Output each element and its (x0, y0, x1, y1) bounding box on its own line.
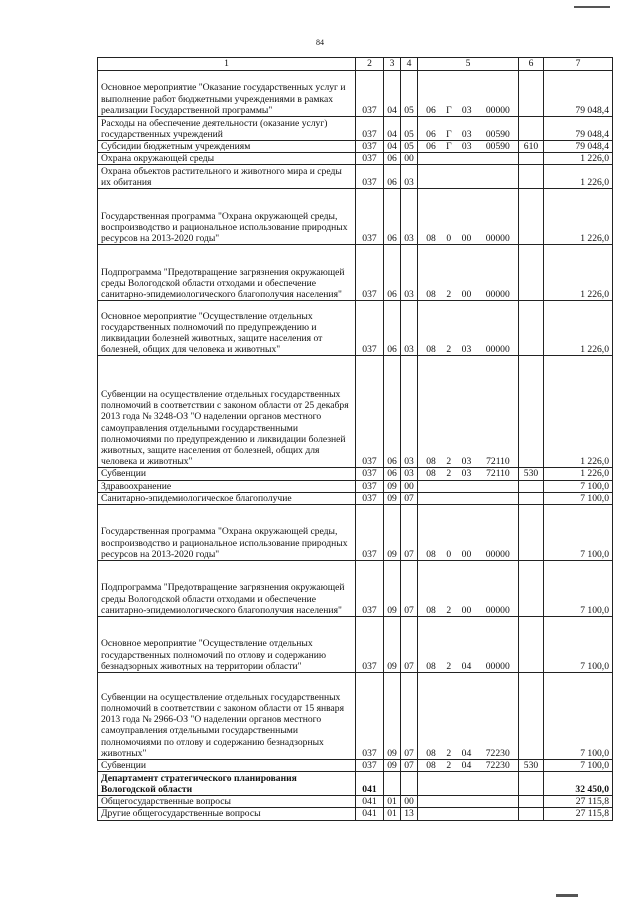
scan-mark (574, 6, 610, 8)
table-row (98, 492, 613, 504)
target-article-code (418, 673, 519, 760)
row-name: Охрана объектов растительного и животного мира и среды их обитания (98, 165, 356, 189)
section-code: 09 (384, 617, 401, 673)
scan-mark (556, 894, 578, 897)
table-row (98, 617, 613, 673)
target-article-part: 08 (426, 747, 436, 759)
target-article-part: 00000 (485, 289, 510, 301)
row-name: Подпрограмма "Предотвращение загрязнения окружающей среды Вологодской области отходами и обеспечение санитарно-эпидемиологического благополучия населения" (98, 245, 356, 301)
row-name: Расходы на обеспечение деятельности (оказание услуг) государственных учреждений (98, 117, 356, 141)
subsection-code: 07 (401, 561, 418, 617)
target-article-part: 0 (446, 233, 452, 245)
target-article-code (418, 117, 519, 141)
admin-code: 041 (356, 808, 384, 820)
amount: 1 226,0 (544, 153, 613, 165)
section-code: 06 (384, 245, 401, 301)
target-article-code (418, 760, 519, 772)
target-article-part: Г (446, 104, 452, 116)
amount: 1 226,0 (544, 468, 613, 480)
target-article-part: 08 (426, 760, 436, 772)
target-article-part: 00000 (485, 233, 510, 245)
header-cell: 1 (98, 58, 356, 71)
subsection-code: 03 (401, 165, 418, 189)
amount: 1 226,0 (544, 356, 613, 468)
target-article-part: 00590 (485, 128, 510, 140)
amount: 1 226,0 (544, 245, 613, 301)
table-row (98, 153, 613, 165)
target-article-code (418, 189, 519, 245)
target-article-part: 03 (461, 344, 472, 356)
subsection-code: 07 (401, 617, 418, 673)
expense-type-code (519, 165, 544, 189)
expense-type-code (519, 153, 544, 165)
page-number: 84 (316, 38, 324, 47)
target-article-part: 00000 (485, 344, 510, 356)
row-name: Департамент стратегического планирования Вологодской области (98, 772, 356, 796)
row-name: Государственная программа "Охрана окружающей среды, воспроизводство и рациональное использование природных ресурсов на 2013-2020 годы" (98, 189, 356, 245)
expense-type-code (519, 772, 544, 796)
target-article-part: 2 (446, 468, 452, 480)
target-article-code (418, 301, 519, 356)
expense-type-code (519, 673, 544, 760)
admin-code: 037 (356, 71, 384, 117)
row-name: Государственная программа "Охрана окружающей среды, воспроизводство и рациональное использование природных ресурсов на 2013-2020 годы" (98, 505, 356, 561)
target-article-part: 04 (461, 660, 472, 672)
target-article-part: 00 (461, 233, 472, 245)
expense-type-code (519, 189, 544, 245)
target-article-part: 03 (461, 128, 472, 140)
row-name: Субвенции (98, 468, 356, 480)
target-article-code (418, 153, 519, 165)
target-article-part: 72110 (486, 468, 510, 480)
admin-code: 037 (356, 301, 384, 356)
row-name: Субсидии бюджетным учреждениям (98, 141, 356, 153)
subsection-code: 00 (401, 796, 418, 808)
target-article-code (418, 71, 519, 117)
target-article-part: 00 (461, 604, 472, 616)
target-article-part: Г (446, 128, 452, 140)
budget-table (97, 57, 613, 821)
target-article-part: 08 (426, 233, 436, 245)
row-name: Основное мероприятие "Оказание государственных услуг и выполнение работ бюджетными учреждениями в рамках реализации Государственной программы" (98, 71, 356, 117)
target-article-part: 72230 (485, 760, 510, 772)
amount: 7 100,0 (544, 561, 613, 617)
amount: 7 100,0 (544, 480, 613, 492)
expense-type-code (519, 492, 544, 504)
target-article-part: 2 (446, 456, 452, 468)
subsection-code: 07 (401, 673, 418, 760)
row-name: Основное мероприятие "Осуществление отдельных государственных полномочий по отлову и содержанию безнадзорных животных на территории области" (98, 617, 356, 673)
expense-type-code: 610 (519, 141, 544, 153)
admin-code: 037 (356, 165, 384, 189)
section-code (384, 772, 401, 796)
table-row (98, 301, 613, 356)
target-article-part: 08 (426, 604, 436, 616)
admin-code: 037 (356, 189, 384, 245)
table-row (98, 673, 613, 760)
table-row (98, 165, 613, 189)
admin-code: 037 (356, 760, 384, 772)
target-article-code (418, 492, 519, 504)
subsection-code: 07 (401, 492, 418, 504)
table-row (98, 808, 613, 820)
row-name: Подпрограмма "Предотвращение загрязнения окружающей среды Вологодской области отходами и обеспечение санитарно-эпидемиологического благополучия населения" (98, 561, 356, 617)
amount: 7 100,0 (544, 617, 613, 673)
expense-type-code (519, 808, 544, 820)
admin-code: 037 (356, 617, 384, 673)
subsection-code: 03 (401, 245, 418, 301)
target-article-part: 06 (426, 141, 436, 152)
target-article-part: 0 (446, 548, 452, 560)
section-code: 06 (384, 189, 401, 245)
row-name: Основное мероприятие "Осуществление отдельных государственных полномочий по предупреждению и ликвидации болезней животных, защите населения от болезней, общих для человека и животных" (98, 301, 356, 356)
row-name: Общегосударственные вопросы (98, 796, 356, 808)
target-article-part: 00000 (485, 604, 510, 616)
target-article-part: 03 (461, 468, 472, 480)
row-name: Субвенции на осуществление отдельных государственных полномочий в соответствии с законом области от 25 декабря 2013 года № 3248-ОЗ "О наделении органов местного самоуправления отдельными государственными полномочиями по предупреждению и ликвидации болезней животных, защите населения от болезней, общих для человека и животных" (98, 356, 356, 468)
target-article-code (418, 356, 519, 468)
expense-type-code (519, 356, 544, 468)
target-article-part: 00 (461, 548, 472, 560)
amount: 7 100,0 (544, 760, 613, 772)
expense-type-code (519, 617, 544, 673)
header-cell: 4 (401, 58, 418, 71)
expense-type-code (519, 117, 544, 141)
target-article-part: 72230 (485, 747, 510, 759)
header-cell: 6 (519, 58, 544, 71)
section-code: 06 (384, 468, 401, 480)
target-article-code (418, 165, 519, 189)
target-article-part: Г (446, 141, 452, 152)
target-article-part: 08 (426, 660, 436, 672)
target-article-code (418, 480, 519, 492)
target-article-part: 72110 (486, 456, 510, 468)
row-name: Другие общегосударственные вопросы (98, 808, 356, 820)
target-article-part: 2 (446, 660, 452, 672)
subsection-code: 05 (401, 117, 418, 141)
amount: 1 226,0 (544, 301, 613, 356)
section-code: 04 (384, 71, 401, 117)
amount: 1 226,0 (544, 165, 613, 189)
section-code: 04 (384, 117, 401, 141)
target-article-part: 08 (426, 468, 436, 480)
subsection-code: 05 (401, 141, 418, 153)
expense-type-code (519, 71, 544, 117)
subsection-code: 05 (401, 71, 418, 117)
table-row (98, 505, 613, 561)
amount: 7 100,0 (544, 673, 613, 760)
subsection-code: 03 (401, 189, 418, 245)
section-code: 09 (384, 480, 401, 492)
table-row (98, 561, 613, 617)
header-row (98, 58, 613, 71)
target-article-code (418, 617, 519, 673)
subsection-code (401, 772, 418, 796)
expense-type-code: 530 (519, 468, 544, 480)
table-row (98, 356, 613, 468)
table-row (98, 141, 613, 153)
target-article-part: 06 (426, 104, 436, 116)
target-article-part: 2 (446, 747, 452, 759)
table-row (98, 796, 613, 808)
subsection-code: 03 (401, 468, 418, 480)
target-article-part: 08 (426, 289, 436, 301)
section-code: 06 (384, 356, 401, 468)
target-article-code (418, 245, 519, 301)
target-article-part: 03 (461, 104, 472, 116)
expense-type-code: 530 (519, 760, 544, 772)
amount: 79 048,4 (544, 141, 613, 153)
subsection-code: 03 (401, 301, 418, 356)
amount: 32 450,0 (544, 772, 613, 796)
section-code: 06 (384, 165, 401, 189)
amount: 7 100,0 (544, 492, 613, 504)
target-article-part: 00590 (485, 141, 510, 152)
row-name: Субвенции (98, 760, 356, 772)
section-code: 06 (384, 153, 401, 165)
table-row (98, 772, 613, 796)
row-name: Охрана окружающей среды (98, 153, 356, 165)
header-cell: 3 (384, 58, 401, 71)
expense-type-code (519, 301, 544, 356)
header-cell: 5 (418, 58, 519, 71)
target-article-part: 00000 (485, 104, 510, 116)
admin-code: 037 (356, 153, 384, 165)
subsection-code: 07 (401, 505, 418, 561)
target-article-part: 2 (446, 344, 452, 356)
target-article-code (418, 468, 519, 480)
admin-code: 037 (356, 505, 384, 561)
admin-code: 041 (356, 772, 384, 796)
section-code: 01 (384, 796, 401, 808)
admin-code: 037 (356, 141, 384, 153)
target-article-part: 08 (426, 456, 436, 468)
admin-code: 037 (356, 480, 384, 492)
table-row (98, 117, 613, 141)
subsection-code: 03 (401, 356, 418, 468)
amount: 27 115,8 (544, 808, 613, 820)
table-row (98, 468, 613, 480)
target-article-code (418, 796, 519, 808)
table-row (98, 245, 613, 301)
admin-code: 037 (356, 673, 384, 760)
target-article-part: 03 (461, 456, 472, 468)
target-article-part: 2 (446, 289, 452, 301)
target-article-part: 04 (461, 747, 472, 759)
header-cell: 7 (544, 58, 613, 71)
table-row (98, 480, 613, 492)
admin-code: 037 (356, 492, 384, 504)
expense-type-code (519, 245, 544, 301)
subsection-code: 00 (401, 153, 418, 165)
admin-code: 037 (356, 356, 384, 468)
target-article-part: 00000 (485, 660, 510, 672)
section-code: 09 (384, 561, 401, 617)
target-article-part: 03 (461, 141, 472, 152)
amount: 7 100,0 (544, 505, 613, 561)
row-name: Субвенции на осуществление отдельных государственных полномочий в соответствии с законом области от 15 января 2013 года № 2966-ОЗ "О наделении органов местного самоуправления отдельными государственными полномочиями по отлову и содержанию безнадзорных животных" (98, 673, 356, 760)
target-article-part: 06 (426, 128, 436, 140)
target-article-part: 2 (446, 760, 452, 772)
section-code: 09 (384, 673, 401, 760)
section-code: 09 (384, 505, 401, 561)
target-article-part: 2 (446, 604, 452, 616)
amount: 27 115,8 (544, 796, 613, 808)
section-code: 09 (384, 492, 401, 504)
row-name: Здравоохранение (98, 480, 356, 492)
section-code: 01 (384, 808, 401, 820)
expense-type-code (519, 796, 544, 808)
target-article-part: 08 (426, 344, 436, 356)
subsection-code: 07 (401, 760, 418, 772)
header-cell: 2 (356, 58, 384, 71)
admin-code: 037 (356, 117, 384, 141)
target-article-code (418, 505, 519, 561)
amount: 79 048,4 (544, 71, 613, 117)
admin-code: 037 (356, 245, 384, 301)
admin-code: 041 (356, 796, 384, 808)
section-code: 09 (384, 760, 401, 772)
table-row (98, 71, 613, 117)
expense-type-code (519, 561, 544, 617)
expense-type-code (519, 505, 544, 561)
target-article-part: 00000 (485, 548, 510, 560)
expense-type-code (519, 480, 544, 492)
target-article-part: 08 (426, 548, 436, 560)
target-article-code (418, 561, 519, 617)
target-article-code (418, 808, 519, 820)
section-code: 06 (384, 301, 401, 356)
row-name: Санитарно-эпидемиологическое благополучие (98, 492, 356, 504)
target-article-part: 00 (461, 289, 472, 301)
admin-code: 037 (356, 468, 384, 480)
subsection-code: 00 (401, 480, 418, 492)
target-article-code (418, 772, 519, 796)
subsection-code: 13 (401, 808, 418, 820)
table-row (98, 189, 613, 245)
amount: 79 048,4 (544, 117, 613, 141)
table-row (98, 760, 613, 772)
amount: 1 226,0 (544, 189, 613, 245)
section-code: 04 (384, 141, 401, 153)
target-article-part: 04 (461, 760, 472, 772)
target-article-code (418, 141, 519, 153)
admin-code: 037 (356, 561, 384, 617)
